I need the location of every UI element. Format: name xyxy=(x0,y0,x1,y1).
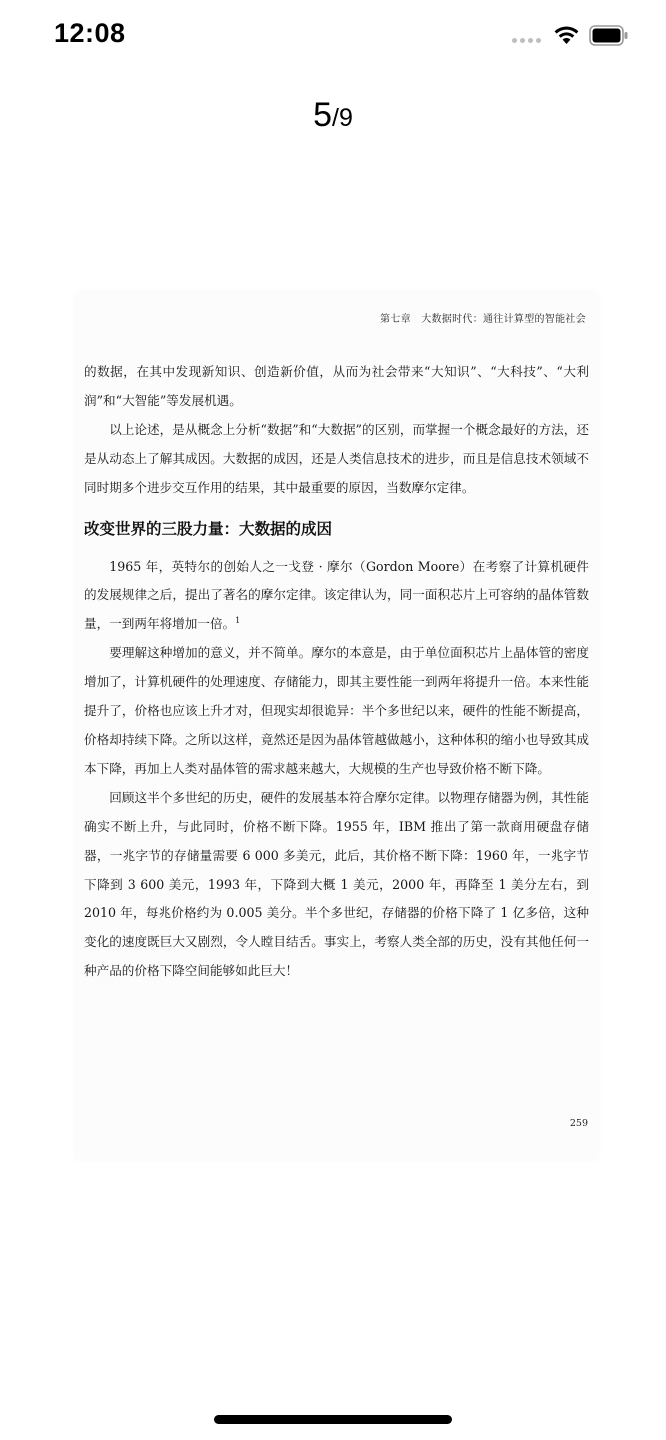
battery-icon xyxy=(589,25,629,46)
status-time: 12:08 xyxy=(54,18,126,48)
current-page-number: 5 xyxy=(313,96,333,134)
paragraph-text: 1965 年，英特尔的创始人之一戈登 · 摩尔（Gordon Moore）在考察了计算机硬件的发展规律之后，提出了著名的摩尔定律。该定律认为，同一面积芯片上可容纳的晶体管数量，一到两年将增加一倍。 xyxy=(84,558,589,632)
paragraph xyxy=(84,553,589,640)
footnote-reference: 1 xyxy=(235,616,241,626)
wifi-icon xyxy=(553,25,580,45)
running-head: 第七章 大数据时代：通往计算型的智能社会 xyxy=(380,314,586,325)
page-counter xyxy=(0,96,666,135)
paragraph: 回顾这半个多世纪的历史，硬件的发展基本符合摩尔定律。以物理存储器为例，其性能确实不断上升，与此同时，价格不断下降。1955 年，IBM 推出了第一款商用硬盘存储器，一兆字节的存储量需要 6 000 多美元，此后，其价格不断下降：1960 年，一兆字节下降到 3 600 美元，1993 年，下降到大概 1 美元，2000 年，再降至 1 美分左右，到 2010 年，每兆价格约为 0.005 美分。半个多世纪，存储器的价格下降了 1 亿多倍，这种变化的速度既巨大又剧烈，令人瞠目结舌。事实上，考察人类全部的历史，没有其他任何一种产品的价格下降空间能够如此巨大！ xyxy=(84,789,589,979)
section-heading: 改变世界的三股力量：大数据的成因 xyxy=(84,519,333,538)
signal-dots-icon xyxy=(512,38,541,43)
paragraph: 要理解这种增加的意义，并不简单。摩尔的本意是，由于单位面积芯片上晶体管的密度增加了，计算机硬件的处理速度、存储能力，即其主要性能一到两年将提升一倍。本来性能提升了，价格也应该上升才对，但现实却很诡异：半个多世纪以来，硬件的性能不断提高，价格却持续下降。之所以这样，竟然还是因为晶体管越做越小，这种体积的缩小也导致其成本下降，再加上人类对晶体管的需求越来越大，大规模的生产也导致价格不断下降。 xyxy=(84,645,589,776)
paragraph: 以上论述，是从概念上分析“数据”和“大数据”的区别，而掌握一个概念最好的方法，还是从动态上了解其成因。大数据的成因，还是人类信息技术的进步，而且是信息技术领域不同时期多个进步交互作用的结果，其中最重要的原因，当数摩尔定律。 xyxy=(84,421,589,495)
status-bar xyxy=(0,0,666,70)
document-page[interactable] xyxy=(76,292,598,1160)
book-page-number: 259 xyxy=(569,1118,588,1129)
paragraph: 的数据，在其中发现新知识、创造新价值，从而为社会带来“大知识”、“大科技”、“大利润”和“大智能”等发展机遇。 xyxy=(84,364,589,408)
page-body xyxy=(84,358,589,986)
home-indicator[interactable] xyxy=(214,1415,452,1424)
total-pages: /9 xyxy=(332,104,353,132)
